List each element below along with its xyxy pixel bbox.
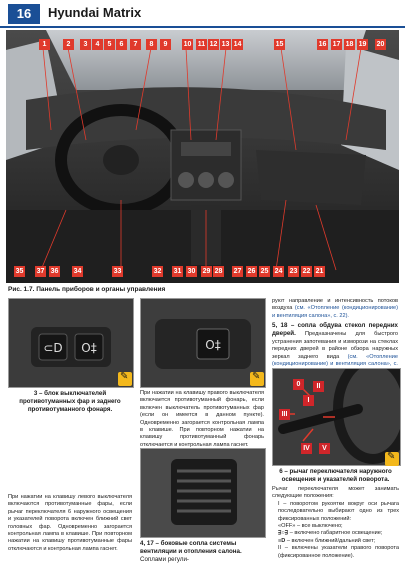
callout-16: 16: [318, 41, 327, 48]
stalk-label-III: III: [279, 409, 290, 420]
wrench-icon: [118, 372, 132, 386]
dashboard-illustration: [6, 30, 399, 283]
callout-1: 1: [39, 39, 50, 50]
stalk-label-V: V: [319, 443, 330, 454]
callout-19: 19: [358, 41, 367, 48]
svg-text:O‡: O‡: [81, 341, 97, 355]
nozzle-top-link[interactable]: (см. «Отопление (кондиционирование) и вентиляция салона», с. 22).: [272, 305, 398, 319]
callout-37: 37: [36, 268, 45, 275]
stalk-pos2: II – включены указатели правого поворота (фиксированное положение).: [278, 545, 399, 559]
callout-34: 34: [73, 268, 82, 275]
callout-36: 36: [50, 268, 59, 275]
callout-35: 35: [15, 268, 24, 275]
callout-24: 24: [274, 268, 283, 275]
svg-text:⊂D: ⊂D: [43, 341, 63, 355]
fog-switch-closeup-photo: [140, 298, 266, 388]
fog-switch-photo: [8, 298, 134, 388]
callout-11: 11: [197, 41, 206, 48]
callout-14: 14: [233, 41, 242, 48]
wrench-icon-2: [250, 372, 264, 386]
fog-switch-closeup-illustration: [141, 299, 265, 387]
callout-21: 21: [315, 268, 324, 275]
stalk-photo: [272, 368, 401, 466]
callout-12: 12: [209, 41, 218, 48]
figure-caption: Рис. 1.7. Панель приборов и органы управления: [8, 286, 166, 293]
stalk-low: – включен ближний/дальний свет;: [286, 537, 376, 544]
svg-text:O‡: O‡: [205, 338, 221, 352]
stalk-pos1: I – поворотом рукоятки вокруг оси рычага последовательно выбирают одно из трех фиксированных положений:: [278, 500, 399, 522]
stalk-label-0: 0: [293, 379, 304, 390]
callout-25: 25: [260, 268, 269, 275]
stalk-label-I: I: [303, 395, 314, 406]
stalk-side-row: [272, 530, 399, 537]
callout-7: 7: [130, 39, 141, 50]
fog-switch-caption: 3 – блок выключателей противотуманных фар и заднего противотуманного фонаря.: [19, 390, 121, 413]
wrench-icon-3: [385, 452, 399, 466]
callout-5: 5: [104, 39, 115, 50]
callout-2: 2: [63, 39, 74, 50]
dashboard-photo: [6, 30, 399, 283]
stalk-label-II: II: [313, 381, 324, 392]
callout-22: 22: [302, 268, 311, 275]
nozzle-top-text: руют направление и интенсивность потоков воздуха: [272, 298, 398, 312]
stalk-label-IV: IV: [301, 443, 312, 454]
fog-right-text: При нажатии на клавишу правого выключателя включается противотуманный фонарь, если включен выключатель противотуманных фар (если он имеется в данном пункте). Одновременно загорается контрольная лампа в клавише. При повторном нажатии на клавишу противотуманный фонарь отключается и контрольная лампа гаснет.: [140, 390, 264, 448]
callout-27: 27: [233, 268, 242, 275]
callout-8: 8: [146, 39, 157, 50]
vent-caption-text: Соплами регули-: [140, 556, 189, 563]
nozzle-text: Предназначены для быстрого устранения запотевания и изморози на стеклах передних дверей в районе обзора наружных зеркал заднего вида: [272, 331, 398, 360]
callout-3: 3: [80, 39, 91, 50]
fog-switch-illustration: [9, 299, 133, 387]
stalk-side: – включено габаритное освещение;: [289, 530, 383, 537]
callout-31: 31: [173, 268, 182, 275]
callout-32: 32: [153, 268, 162, 275]
fog-left-text: При нажатии на клавишу левого выключателя включаются противотуманные фары, если рычаг переключателя 6 наружного освещения и указателей поворота включен ближний свет головных фар. Одновременно загорается контрольная лампа в клавише. При повторном нажатии на клавишу противотуманные фары отключаются и контрольная лампа гаснет.: [8, 494, 132, 552]
callout-4: 4: [92, 39, 103, 50]
side-vent-illustration: [141, 449, 265, 537]
side-lights-icon: ᴟ○ᴟ: [278, 530, 289, 537]
vent-caption: [140, 540, 264, 564]
callout-23: 23: [289, 268, 298, 275]
nozzle-heading: 5, 18 – сопла обдува стекол передних дверей.: [272, 322, 398, 338]
vent-caption-bold: 4, 17 – боковые сопла системы вентиляции и отопления салона.: [140, 540, 242, 555]
callout-18: 18: [345, 41, 354, 48]
callout-33: 33: [113, 268, 122, 275]
stalk-text: [272, 486, 399, 560]
callout-6: 6: [116, 39, 127, 50]
nozzle-text-top: [272, 298, 398, 320]
callout-9: 9: [160, 39, 171, 50]
stalk-intro: Рычаг переключателя может занимать следующие положения:: [272, 486, 399, 500]
callout-13: 13: [221, 41, 230, 48]
stalk-caption: 6 – рычаг переключателя наружного освещения и указателей поворота.: [279, 468, 392, 483]
callout-29: 29: [202, 268, 211, 275]
callout-17: 17: [332, 41, 341, 48]
nozzle-link[interactable]: (см. «Отопление (кондиционирование) и вентиляция салона», с.: [272, 353, 398, 368]
book-title: Hyundai Matrix: [48, 5, 142, 20]
page-number: 16: [8, 4, 40, 24]
stalk-low-row: [272, 538, 399, 545]
callout-30: 30: [187, 268, 196, 275]
header-divider: [0, 26, 405, 28]
callout-15: 15: [275, 41, 284, 48]
callout-28: 28: [214, 268, 223, 275]
stalk-off: «OFF» – все выключено;: [278, 523, 343, 530]
side-vent-photo: [140, 448, 266, 538]
callout-26: 26: [247, 268, 256, 275]
headlight-icon: ≡D: [278, 537, 286, 544]
callout-10: 10: [183, 41, 192, 48]
callout-20: 20: [376, 41, 385, 48]
